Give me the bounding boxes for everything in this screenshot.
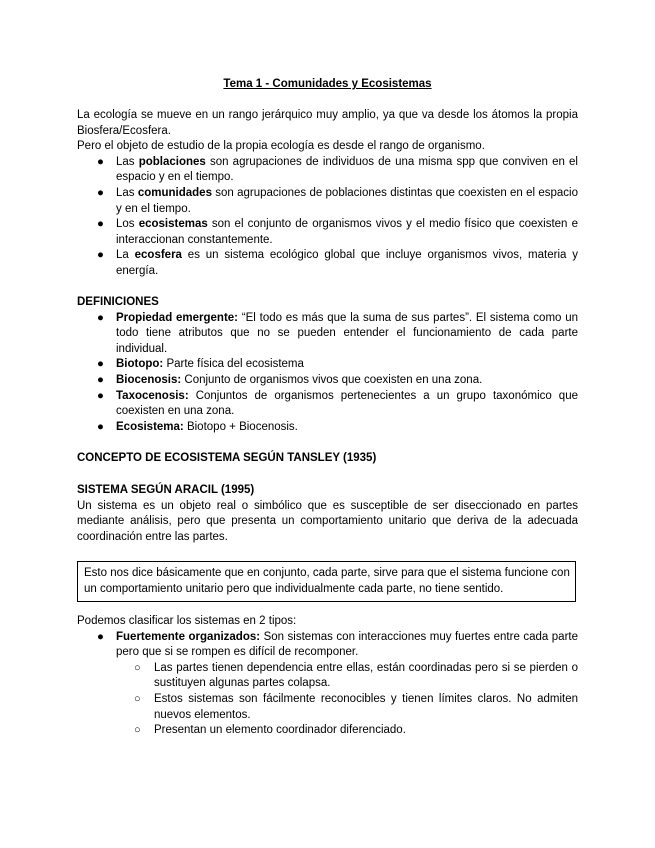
- section-heading: DEFINICIONES: [77, 296, 159, 308]
- intro-paragraph-2: Pero el objeto de estudio de la propia ecología es desde el rango de organismo.: [77, 140, 485, 153]
- circle-bullet-icon: ○: [134, 692, 141, 705]
- section-heading: SISTEMA SEGÚN ARACIL (1995): [77, 484, 255, 496]
- list-item: ● Las comunidades son agrupaciones de poblaciones distintas que coexisten en el espacio y en el tiempo.: [97, 186, 578, 215]
- sub-list-item: ○ Presentan un elemento coordinador diferenciado.: [77, 723, 578, 739]
- intro-paragraph: La ecología se mueve en un rango jerárquico muy amplio, ya que va desde los átomos la propia Biosfera/Ecosfera.: [77, 109, 578, 137]
- list-item: ● Propiedad emergente: “El todo es más que la suma de sus partes”. El sistema como un todo tiene atributos que no se pueden entender el funcionamiento de cada parte individual.: [97, 311, 579, 355]
- aracil-section: [77, 483, 578, 545]
- list-item: ● Ecosistema: Biotopo + Biocenosis.: [77, 420, 578, 436]
- bullet-icon: ●: [97, 249, 104, 262]
- bullet-icon: ●: [97, 155, 104, 168]
- list-item: ● Los ecosistemas son el conjunto de organismos vivos y el medio físico que coexisten e interaccionan constantemente.: [97, 218, 578, 246]
- list-item: ● Taxocenosis: Conjuntos de organismos pertenecientes a un grupo taxonómico que coexisten en una zona.: [97, 389, 578, 418]
- circle-bullet-icon: ○: [134, 661, 141, 674]
- definiciones-section: [77, 295, 578, 435]
- sub-list-item: ○ Las partes tienen dependencia entre ellas, están coordinadas pero si se pierden o sustituyen algunas partes colapsa.: [134, 661, 578, 690]
- bullet-icon: ●: [97, 630, 104, 643]
- bullet-icon: ●: [97, 373, 104, 386]
- page-title: Tema 1 - Comunidades y Ecosistemas: [223, 78, 432, 90]
- clasificacion-section: [77, 614, 578, 739]
- aracil-paragraph: Un sistema es un objeto real o simbólico que es susceptible de ser diseccionado en partes mediante análisis, pero que presenta un comportamiento unitario que deriva de la adecuada coordinación entre las partes.: [77, 499, 578, 543]
- list-item: ● Fuertemente organizados: Son sistemas con interacciones muy fuertes entre cada parte pero que si se rompen es difícil de recomponer.: [97, 630, 578, 659]
- bullet-icon: ●: [97, 218, 104, 231]
- bullet-icon: ●: [97, 420, 104, 433]
- bullet-icon: ●: [97, 311, 104, 324]
- list-item: ● Biotopo: Parte física del ecosistema: [77, 357, 578, 373]
- list-item: ● Biocenosis: Conjunto de organismos vivos que coexisten en una zona.: [77, 373, 578, 389]
- sub-list-item: ○ Estos sistemas son fácilmente reconocibles y tienen límites claros. No admiten nuevos elementos.: [134, 692, 578, 721]
- callout-box: Esto nos dice básicamente que en conjunto, cada parte, sirve para que el sistema funcione con un comportamiento unitario pero que individualmente cada parte, no tiene sentido.: [77, 561, 576, 602]
- intro-section: [77, 108, 578, 280]
- circle-bullet-icon: ○: [134, 724, 141, 737]
- clasificacion-intro: Podemos clasificar los sistemas en 2 tipos:: [77, 615, 297, 627]
- section-heading: CONCEPTO DE ECOSISTEMA SEGÚN TANSLEY (1935): [77, 452, 377, 464]
- list-item: ● La ecosfera es un sistema ecológico global que incluye organismos vivos, materia y energía.: [97, 249, 578, 277]
- tansley-section: [77, 451, 578, 467]
- bullet-icon: ●: [97, 186, 104, 199]
- bullet-icon: ●: [97, 389, 104, 402]
- list-item: ● Las poblaciones son agrupaciones de individuos de una misma spp que conviven en el espacio y en el tiempo.: [97, 155, 578, 184]
- bullet-icon: ●: [97, 358, 104, 371]
